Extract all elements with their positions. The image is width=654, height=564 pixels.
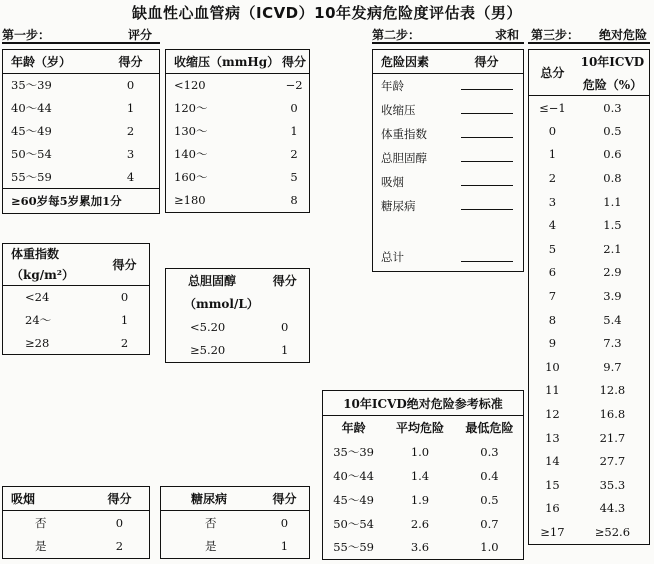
table-row <box>3 286 150 309</box>
diabetes-header: 糖尿病 <box>161 487 260 511</box>
reference-lowest: 0.3 <box>480 444 499 459</box>
cholesterol-header: 总胆固醇 <box>188 274 237 289</box>
reference-average: 2.6 <box>410 516 430 531</box>
risk-percent: 2.1 <box>603 241 622 256</box>
age-score: 1 <box>126 101 135 115</box>
factor-score-blank[interactable] <box>461 150 513 162</box>
table-row <box>529 96 650 120</box>
factors-score-header: 得分 <box>450 50 524 74</box>
table-row <box>166 97 310 120</box>
sbp-range: 160～ <box>174 170 208 184</box>
table-row <box>529 497 650 521</box>
risk-percent: 0.3 <box>603 100 622 115</box>
bmi-score-header: 得分 <box>100 244 150 286</box>
table-row <box>529 473 650 497</box>
bmi-range: <24 <box>25 290 50 305</box>
cholesterol-unit: （mmol/L） <box>184 297 259 311</box>
table-row <box>373 244 524 272</box>
table-row <box>323 536 524 560</box>
diabetes-table <box>160 486 310 559</box>
reference-table <box>322 390 524 560</box>
reference-average: 1.0 <box>410 444 430 459</box>
risk-percent: 7.3 <box>603 336 622 351</box>
risk-score: ≤−1 <box>539 100 566 115</box>
age-range: 55～59 <box>11 169 52 184</box>
table-row <box>323 512 524 536</box>
table-row <box>373 122 524 146</box>
step1-label: 第一步： <box>2 28 51 42</box>
factor-score-blank[interactable] <box>461 198 513 210</box>
risk-percent: 21.7 <box>599 430 626 445</box>
step1-score-label: 评分 <box>128 28 153 42</box>
risk-percent: 9.7 <box>603 359 622 374</box>
sbp-score: 2 <box>290 147 298 161</box>
diabetes-option: 否 <box>205 515 217 530</box>
sbp-range: ≥180 <box>174 193 206 208</box>
age-score: 3 <box>126 147 135 161</box>
table-row <box>373 170 524 194</box>
risk-score: 0 <box>548 123 557 138</box>
total-score-blank[interactable] <box>461 250 513 262</box>
table-row <box>166 339 310 363</box>
risk-percent: 0.8 <box>603 171 622 186</box>
table-row <box>3 74 160 97</box>
factor-label: 糖尿病 <box>381 198 416 213</box>
table-row <box>529 261 650 285</box>
table-row <box>529 402 650 426</box>
bmi-unit: （kg/m²） <box>3 264 100 286</box>
step2-label: 第二步： <box>372 28 421 42</box>
risk-percent: 1.1 <box>603 194 622 209</box>
risk-score: 14 <box>545 454 560 469</box>
table-row <box>529 520 650 544</box>
table-row <box>529 331 650 355</box>
table-row <box>529 308 650 332</box>
factor-label: 总胆固醇 <box>381 150 427 165</box>
table-row <box>323 440 524 464</box>
table-row <box>166 166 310 189</box>
sbp-score: −2 <box>285 78 303 93</box>
reference-title: 10年ICVD绝对危险参考标准 <box>323 391 524 416</box>
risk-header-line1: 10年ICVD <box>580 55 645 70</box>
factor-label: 吸烟 <box>381 174 404 189</box>
age-table <box>2 49 160 214</box>
age-footer-note: ≥60岁每5岁累加1分 <box>3 189 160 214</box>
table-row <box>529 355 650 379</box>
bmi-range: ≥28 <box>25 335 50 350</box>
table-row <box>3 511 150 535</box>
reference-lowest: 1.0 <box>480 540 499 555</box>
reference-lowest: 0.7 <box>480 516 499 531</box>
risk-score: 16 <box>545 501 560 516</box>
factor-score-blank[interactable] <box>461 78 513 90</box>
table-row <box>166 189 310 213</box>
risk-score: 7 <box>548 289 557 304</box>
risk-score: 4 <box>548 218 557 233</box>
risk-percent: 35.3 <box>599 477 626 492</box>
step2-rule <box>372 42 524 44</box>
reference-lowest: 0.4 <box>480 468 499 483</box>
table-row <box>529 143 650 167</box>
table-row <box>373 98 524 122</box>
cholesterol-range: ≥5.20 <box>190 343 226 358</box>
bmi-score: 0 <box>120 290 129 305</box>
table-row <box>323 488 524 512</box>
table-row <box>529 426 650 450</box>
table-row <box>166 143 310 166</box>
sbp-range: 120～ <box>174 101 208 115</box>
risk-percent: 3.9 <box>603 289 622 304</box>
bmi-score: 1 <box>120 313 129 327</box>
sbp-score: 8 <box>290 193 298 208</box>
age-range: 40～44 <box>11 101 52 115</box>
reference-average: 1.9 <box>410 492 430 507</box>
risk-score: 11 <box>545 383 560 398</box>
table-row <box>529 449 650 473</box>
table-row <box>3 120 160 143</box>
risk-score: ≥17 <box>540 524 565 539</box>
diabetes-score: 1 <box>280 539 289 554</box>
table-row <box>529 213 650 237</box>
smoking-option: 否 <box>35 515 47 530</box>
reference-age: 50～54 <box>333 516 374 531</box>
diabetes-option: 是 <box>205 539 217 554</box>
age-score: 0 <box>126 78 135 93</box>
sbp-range: 140～ <box>174 147 208 161</box>
smoking-header: 吸烟 <box>3 487 90 511</box>
absolute-risk-table <box>528 49 650 545</box>
risk-score: 15 <box>545 477 560 492</box>
table-row <box>166 120 310 143</box>
sbp-score-header: 得分 <box>279 50 309 74</box>
cholesterol-range: <5.20 <box>190 319 226 334</box>
smoking-table <box>2 486 150 559</box>
factor-label: 收缩压 <box>381 102 416 117</box>
bmi-range: 24～ <box>25 313 52 327</box>
reference-age-header: 年龄 <box>341 421 366 436</box>
table-row <box>373 74 524 98</box>
step3-rule <box>528 42 650 44</box>
table-row <box>529 237 650 261</box>
cholesterol-score: 0 <box>281 319 289 334</box>
diabetes-score-header: 得分 <box>260 487 310 511</box>
smoking-option: 是 <box>35 539 47 554</box>
table-row <box>373 194 524 218</box>
age-range: 45～49 <box>11 124 52 138</box>
table-row <box>3 143 160 166</box>
risk-percent: ≥52.6 <box>594 524 631 539</box>
smoking-score: 0 <box>115 515 124 530</box>
total-label: 总计 <box>381 250 404 265</box>
risk-percent: 1.5 <box>603 218 622 233</box>
risk-score: 5 <box>548 241 557 256</box>
cholesterol-score: 1 <box>281 343 289 358</box>
reference-lowest-header: 最低危险 <box>465 421 514 436</box>
risk-score: 12 <box>545 407 560 422</box>
table-row <box>3 332 150 355</box>
cholesterol-score-header: 得分 <box>272 274 297 289</box>
table-row <box>161 535 310 559</box>
reference-age: 35～39 <box>333 444 374 459</box>
table-row <box>529 379 650 403</box>
reference-age: 55～59 <box>333 540 374 555</box>
step3-risk-label: 绝对危险 <box>599 28 648 42</box>
reference-average: 1.4 <box>410 468 430 483</box>
risk-percent: 12.8 <box>599 383 626 398</box>
factor-score-blank[interactable] <box>461 102 513 114</box>
sbp-range: <120 <box>174 78 206 93</box>
table-row <box>3 166 160 189</box>
reference-age: 45～49 <box>333 492 374 507</box>
risk-percent: 0.6 <box>603 147 622 162</box>
factor-score-blank[interactable] <box>461 174 513 186</box>
risk-score: 10 <box>545 359 560 374</box>
diabetes-score: 0 <box>280 515 289 530</box>
risk-percent: 0.5 <box>603 123 622 138</box>
risk-score: 2 <box>548 171 557 186</box>
smoking-score-header: 得分 <box>90 487 150 511</box>
risk-percent: 44.3 <box>599 501 626 516</box>
reference-average-header: 平均危险 <box>395 421 444 436</box>
bmi-score: 2 <box>120 335 129 350</box>
sbp-table <box>165 49 310 213</box>
risk-percent: 2.9 <box>603 265 622 280</box>
table-row <box>166 74 310 97</box>
risk-score: 8 <box>548 312 557 327</box>
table-row <box>323 464 524 488</box>
age-range: 50～54 <box>11 147 52 161</box>
risk-percent: 16.8 <box>599 407 626 422</box>
risk-header-line2: 危险（%） <box>576 74 650 96</box>
risk-score: 9 <box>548 336 557 351</box>
risk-score: 13 <box>545 430 560 445</box>
table-row <box>3 97 160 120</box>
sbp-range: 130～ <box>174 124 208 138</box>
risk-score: 1 <box>548 147 557 162</box>
table-row <box>529 190 650 214</box>
risk-factors-table <box>372 49 524 272</box>
age-score-header: 得分 <box>102 50 160 74</box>
risk-score: 6 <box>548 265 557 280</box>
age-range: 35～39 <box>11 78 52 93</box>
table-row <box>3 309 150 332</box>
reference-lowest: 0.5 <box>480 492 499 507</box>
smoking-score: 2 <box>115 539 124 554</box>
reference-average: 3.6 <box>410 540 430 555</box>
risk-total-score-header: 总分 <box>529 50 576 96</box>
factors-header: 危险因素 <box>373 50 451 74</box>
factor-label: 年龄 <box>381 78 404 93</box>
table-row <box>529 284 650 308</box>
table-row <box>373 146 524 170</box>
age-score: 2 <box>126 124 135 138</box>
table-row <box>161 511 310 535</box>
table-row <box>529 119 650 143</box>
reference-age: 40～44 <box>333 468 374 483</box>
sbp-score: 0 <box>290 101 298 115</box>
factor-label: 体重指数 <box>381 126 427 141</box>
cholesterol-table <box>165 268 310 363</box>
step1-rule <box>2 42 160 44</box>
table-row <box>166 315 310 339</box>
sbp-score: 5 <box>290 170 298 184</box>
risk-score: 3 <box>548 194 557 209</box>
table-row <box>3 535 150 559</box>
bmi-table <box>2 243 150 355</box>
bmi-header: 体重指数 <box>11 247 60 262</box>
page-title: 缺血性心血管病（ICVD）10年发病危险度评估表（男） <box>131 4 523 22</box>
risk-percent: 5.4 <box>603 312 622 327</box>
factor-score-blank[interactable] <box>461 126 513 138</box>
step2-sum-label: 求和 <box>495 28 520 42</box>
age-header: 年龄（岁） <box>3 50 103 74</box>
table-row <box>529 166 650 190</box>
age-score: 4 <box>126 169 135 184</box>
sbp-score: 1 <box>290 124 298 138</box>
risk-percent: 27.7 <box>599 454 626 469</box>
sbp-header: 收缩压（mmHg） <box>166 50 280 74</box>
step3-label: 第三步： <box>531 28 580 42</box>
